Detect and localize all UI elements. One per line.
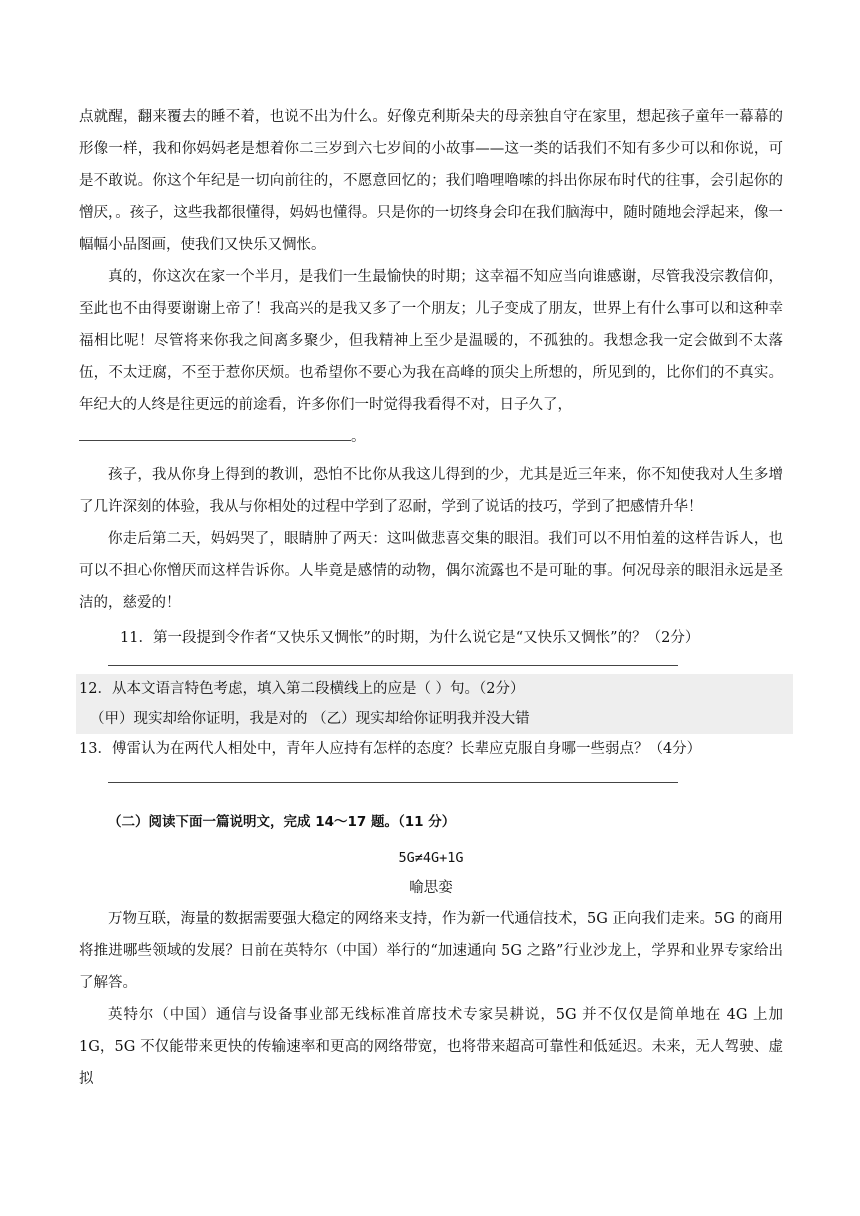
article-title: 5G≠4G+1G (398, 850, 464, 866)
fill-in-blank-line (79, 422, 351, 441)
passage-paragraph-2-end: 。 (351, 429, 366, 445)
document-page (79, 101, 783, 1095)
passage-paragraph-2-text: 真的，你这次在家一个半月，是我们一生最愉快的时期；这幸福不知应当向谁感谢，尽管我没宗教信仰，至此也不由得要谢谢上帝了！我高兴的是我又多了一个朋友；儿子变成了朋友，世界上有什么事可以和这种幸福相比呢！尽管将来你我之间离多聚少，但我精神上至少是温暖的，不孤独的。我想念我一定会做到不太落伍，不太迂腐，不至于惹你厌烦。也希望你不要心为我在高峰的顶尖上所想的，所见到的，比你们的不真实。年纪大的人终是往更远的前途看，许多你们一时觉得我看得不对，日子久了， (79, 269, 783, 413)
section-2-heading: （二）阅读下面一篇说明文，完成 14～17 题。（11 分） (108, 814, 456, 830)
article-author: 喻思娈 (409, 880, 453, 896)
passage-paragraph-4: 你走后第二天，妈妈哭了，眼睛肿了两天：这叫做悲喜交集的眼泪。我们可以不用怕羞的这样告诉人，也可以不担心你憎厌而这样告诉你。人毕竟是感情的动物，偶尔流露也不是可耻的事。何况母亲的眼泪永远是圣洁的，慈爱的！ (79, 531, 783, 611)
answer-line-11 (108, 653, 678, 666)
article-paragraph-2: 英特尔（中国）通信与设备事业部无线标准首席技术专家吴耕说，5G 并不仅仅是简单地在 4G 上加 1G，5G 不仅能带来更快的传输速率和更高的网络带宽，也将带来超高可靠性和低延迟。未来，无人驾驶、虚拟 (79, 1007, 783, 1087)
question-11: 11．第一段提到令作者“又快乐又惆怅”的时期，为什么说它是“又快乐又惆怅”的？（2分） (120, 630, 700, 646)
question-12: 12．从本文语言特色考虑，填入第二段横线上的应是（ ）句。（2分） (79, 681, 525, 697)
passage-paragraph-2 (79, 261, 783, 453)
answer-line-13 (108, 770, 678, 783)
article-paragraph-1: 万物互联，海量的数据需要强大稳定的网络来支持，作为新一代通信技术，5G 正向我们走来。5G 的商用将推进哪些领域的发展？日前在英特尔（中国）举行的“加速通向 5G 之路”行业沙龙上，学界和业界专家给出了解答。 (79, 911, 783, 991)
passage-paragraph-1: 点就醒，翻来覆去的睡不着，也说不出为什么。好像克利斯朵夫的母亲独自守在家里，想起孩子童年一幕幕的形像一样，我和你妈妈老是想着你二三岁到六七岁间的小故事——这一类的话我们不知有多少可以和你说，可是不敢说。你这个年纪是一切向前往的，不愿意回忆的；我们噜哩噜嗦的抖出你尿布时代的往事，会引起你的憎厌，。孩子，这些我都很懂得，妈妈也懂得。只是你的一切终身会印在我们脑海中，随时随地会浮起来，像一幅幅小品图画，使我们又快乐又惆怅。 (79, 109, 783, 253)
question-13: 13．傅雷认为在两代人相处中，青年人应持有怎样的态度？长辈应克服自身哪一些弱点？（4分） (79, 741, 702, 757)
question-12-block (76, 674, 793, 734)
passage-paragraph-3: 孩子，我从你身上得到的教训，恐怕不比你从我这儿得到的少，尤其是近三年来，你不知使我对人生多增了几许深刻的体验，我从与你相处的过程中学到了忍耐，学到了说话的技巧，学到了把感情升华！ (79, 467, 783, 515)
question-12-options: （甲）现实却给你证明，我是对的 （乙）现实却给你证明我并没大错 (90, 711, 530, 727)
